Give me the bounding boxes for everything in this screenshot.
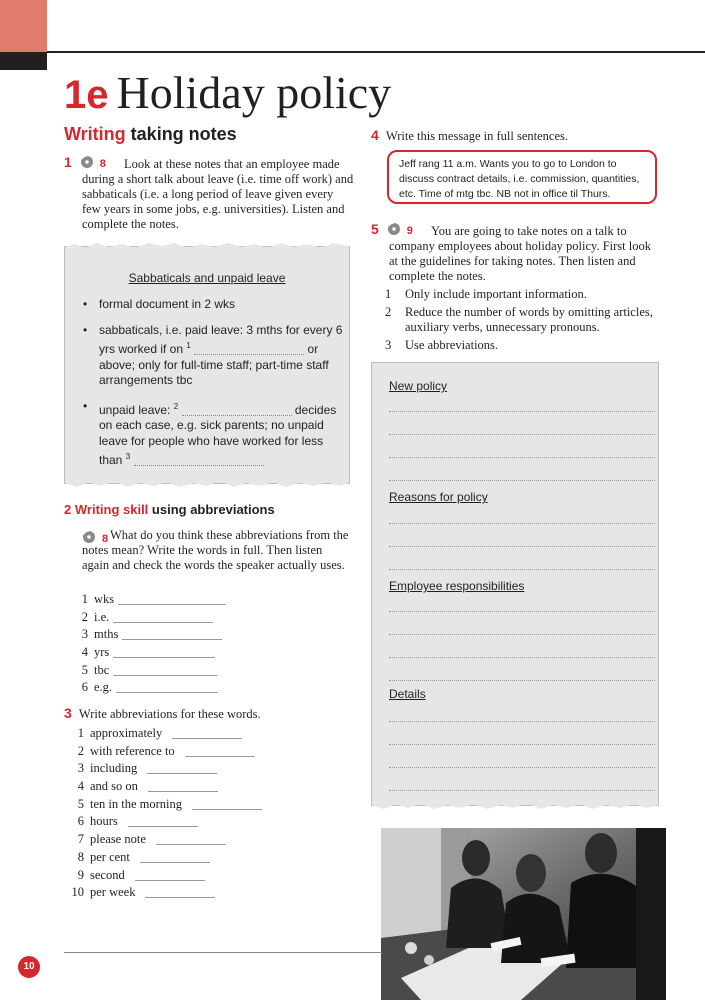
answer-line[interactable] — [389, 634, 655, 635]
track-number: 8 — [99, 158, 106, 170]
answer-line[interactable] — [389, 457, 655, 458]
answer-line[interactable] — [140, 851, 210, 863]
task-4-text: Write this message in full sentences. — [385, 129, 569, 143]
list-item: 1 approximately — [68, 726, 262, 744]
answer-line[interactable] — [389, 434, 655, 435]
bottom-rule — [64, 952, 382, 953]
answer-gap[interactable] — [194, 343, 304, 355]
meeting-photo — [381, 828, 666, 1000]
list-item: 3 Use abbreviations. — [385, 338, 499, 352]
answer-line[interactable] — [389, 480, 655, 481]
answer-line[interactable] — [128, 815, 198, 827]
answer-line[interactable] — [185, 745, 255, 757]
answer-line[interactable] — [122, 628, 222, 640]
list-item: 3 mths — [72, 627, 226, 645]
unit-code: 1e — [64, 73, 109, 117]
answer-line[interactable] — [192, 798, 262, 810]
torn-edge-top — [65, 241, 349, 251]
answer-line[interactable] — [389, 569, 655, 570]
list-item: 2 i.e. — [72, 610, 226, 628]
abbreviation-list — [72, 592, 226, 698]
audio-cd-icon — [80, 155, 94, 169]
page-title — [64, 66, 391, 119]
task-1 — [64, 154, 354, 232]
guidelines-list — [385, 287, 665, 356]
answer-line[interactable] — [389, 411, 655, 412]
list-item: 6 e.g. — [72, 680, 226, 698]
track-number: 8 — [102, 533, 109, 545]
list-item: 2 Reduce the number of words by omitting articles, auxiliary verbs, unnecessary pronouns. — [385, 305, 653, 334]
answer-line[interactable] — [145, 886, 215, 898]
corner-accent-block — [0, 0, 47, 52]
top-rule — [47, 51, 705, 53]
list-item: 6 hours — [68, 814, 262, 832]
list-item: 5 tbc — [72, 663, 226, 681]
page-number-badge: 10 — [18, 956, 40, 978]
torn-edge-bottom — [372, 801, 658, 811]
task-3-text: Write abbreviations for these words. — [78, 707, 261, 721]
list-item: 9 second — [68, 868, 262, 886]
answer-line[interactable] — [389, 790, 655, 791]
note-bullet: • sabbaticals, i.e. paid leave: 3 mths for every 6 yrs worked if on $^1$ or above; only for full-time staff; part-time staff arrangements tbc — [81, 323, 343, 389]
task-number: 1 — [64, 154, 72, 170]
answer-line[interactable] — [147, 762, 217, 774]
task-2-heading-highlight: Writing skill — [74, 502, 149, 517]
notes-bullets — [81, 297, 343, 479]
answer-line[interactable] — [172, 727, 242, 739]
task-2-heading-rest: using abbreviations — [151, 502, 275, 517]
notes-heading-responsibilities: Employee responsibilities — [389, 579, 525, 593]
task-1-text: Look at these notes that an employee made during a short talk about leave (i.e. time off work) and sabbaticals (i.e. a long period of leave given every few years in some jobs, e.g. universities). Listen and complete the notes. — [82, 157, 354, 231]
answer-line[interactable] — [389, 680, 655, 681]
notes-heading-details: Details — [389, 687, 426, 701]
answer-line[interactable] — [148, 780, 218, 792]
notes-heading-new-policy: New policy — [389, 379, 448, 393]
answer-line[interactable] — [118, 593, 226, 605]
list-item: 1 Only include important information. — [385, 287, 587, 301]
answer-line[interactable] — [113, 664, 217, 676]
message-box: Jeff rang 11 a.m. Wants you to go to London to discuss contract details, i.e. commission, quantities, etc. Time of mtg tbc. NB not in office til Thurs. — [387, 150, 657, 204]
answer-line[interactable] — [389, 721, 655, 722]
answer-line[interactable] — [389, 523, 655, 524]
answer-gap[interactable] — [182, 404, 292, 416]
notes-heading-reasons: Reasons for policy — [389, 490, 488, 504]
task-2-text: What do you think these abbreviations from the notes mean? Write the words in full. Then listen again and check the words the speaker actually uses. — [82, 528, 349, 572]
corner-dark-block — [0, 52, 47, 70]
audio-cd-icon — [82, 530, 96, 544]
list-item: 3 including — [68, 761, 262, 779]
answer-line[interactable] — [113, 646, 215, 658]
list-item: 2 with reference to — [68, 744, 262, 762]
notes-box-holiday-policy — [371, 362, 659, 806]
answer-line[interactable] — [389, 767, 655, 768]
section-heading-rest: taking notes — [130, 124, 237, 144]
section-heading-highlight: Writing — [64, 124, 126, 144]
answer-line[interactable] — [389, 657, 655, 658]
task-4-heading — [371, 127, 568, 144]
answer-gap[interactable] — [134, 454, 264, 466]
task-3-heading — [64, 705, 261, 722]
answer-line[interactable] — [116, 681, 218, 693]
notes-title: Sabbaticals and unpaid leave — [128, 271, 286, 285]
words-list — [68, 726, 262, 903]
list-item: 4 and so on — [68, 779, 262, 797]
list-item: 8 per cent — [68, 850, 262, 868]
people-writing-illustration — [381, 828, 666, 1000]
track-number: 9 — [406, 225, 413, 237]
task-number: 3 — [64, 705, 72, 721]
task-number: 5 — [371, 221, 379, 237]
list-item: 7 please note — [68, 832, 262, 850]
torn-edge-bottom — [65, 479, 349, 489]
notes-box-sabbaticals — [64, 246, 350, 484]
list-item: 4 yrs — [72, 645, 226, 663]
task-number: 2 — [64, 502, 72, 517]
section-heading — [64, 124, 237, 145]
task-2-instructions — [82, 528, 352, 573]
answer-line[interactable] — [389, 744, 655, 745]
list-item: 10 per week — [68, 885, 262, 903]
answer-line[interactable] — [156, 833, 226, 845]
audio-cd-icon — [387, 222, 401, 236]
list-item: 5 ten in the morning — [68, 797, 262, 815]
answer-line[interactable] — [113, 611, 213, 623]
list-item: 1 wks — [72, 592, 226, 610]
task-number: 4 — [371, 127, 379, 143]
task-5 — [371, 221, 661, 284]
answer-line[interactable] — [389, 611, 655, 612]
note-bullet: • formal document in 2 wks — [81, 297, 343, 313]
answer-line[interactable] — [389, 546, 655, 547]
task-2-heading — [64, 502, 275, 517]
title-text: Holiday policy — [116, 67, 392, 118]
answer-line[interactable] — [135, 869, 205, 881]
task-5-text: You are going to take notes on a talk to company employees about holiday policy. First look at the guidelines for taking notes. Then listen and complete the notes. — [389, 224, 651, 283]
note-bullet: • unpaid leave: $^2$ decides on each case, e.g. sick parents; no unpaid leave for people who have worked for less than $^3$ — [81, 399, 343, 469]
